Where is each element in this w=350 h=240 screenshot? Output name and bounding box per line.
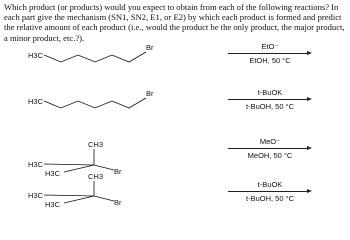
br-label: Br	[114, 167, 122, 176]
reaction-arrow	[228, 191, 308, 192]
reaction-1-substrate	[28, 40, 168, 70]
reaction-arrow	[228, 148, 308, 149]
carbon-chain	[44, 98, 146, 108]
solvent-temperature-label: t-BuOH, 50 °C	[245, 102, 294, 111]
h3c-label-2: H3C	[45, 169, 61, 178]
question-text: Which product (or products) would you expect to obtain from each of the following reactions? In each part give the mechanism (SN1, SN2, E1, or E2) by which each product is formed and predict the relative amount of each product (i.e., would the product be the only product, the major product, a minor product, etc.?).	[4, 2, 345, 43]
ch3-label: CH3	[88, 172, 104, 181]
br-label: Br	[114, 198, 122, 207]
br-label: Br	[146, 89, 154, 98]
h3c-label: H3C	[28, 160, 44, 169]
bond-to-h3c	[44, 195, 94, 196]
reagent-label: MeO⁻	[259, 137, 281, 146]
reagent-label: t-BuOK	[257, 180, 283, 189]
h3c-label: H3C	[28, 51, 44, 60]
carbon-chain	[44, 52, 146, 62]
solvent-temperature-label: t-BuOH, 50 °C	[245, 194, 294, 203]
ch3-label: CH3	[88, 140, 104, 149]
reaction-3-conditions	[228, 137, 312, 160]
reaction-4-substrate	[28, 170, 138, 214]
reaction-arrow	[228, 99, 308, 100]
h3c-label: H3C	[28, 97, 44, 106]
reaction-arrow	[228, 53, 308, 54]
reagent-label: t-BuOK	[257, 88, 283, 97]
solvent-temperature-label: MeOH, 50 °C	[247, 151, 293, 160]
bond-to-h3c	[44, 164, 94, 165]
solvent-temperature-label: EtOH, 50 °C	[249, 56, 291, 65]
br-label: Br	[146, 43, 154, 52]
bond-to-br	[94, 196, 114, 201]
reagent-label: EtO⁻	[261, 42, 279, 51]
reaction-4-conditions	[228, 180, 312, 203]
bond-to-h3c-2	[64, 196, 94, 203]
reaction-2-conditions	[228, 88, 312, 111]
reaction-2-substrate	[28, 86, 168, 116]
h3c-label: H3C	[28, 191, 44, 200]
h3c-label-2: H3C	[45, 200, 61, 209]
reaction-1-conditions	[228, 42, 312, 65]
